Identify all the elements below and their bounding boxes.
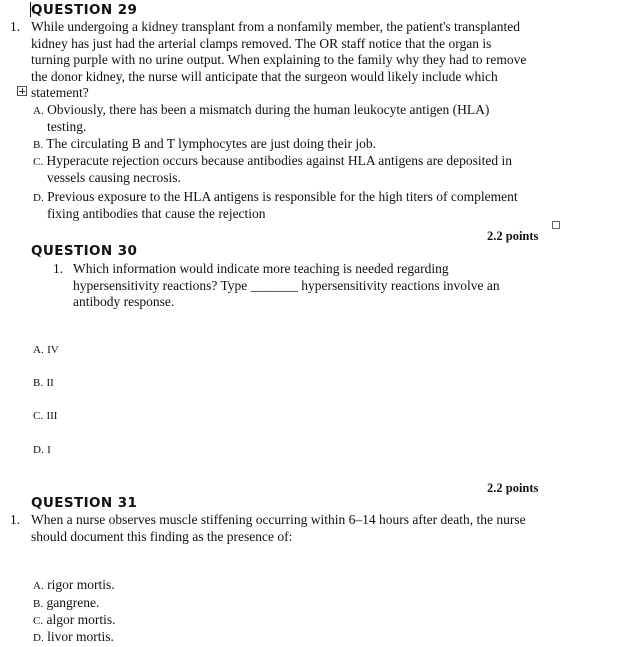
q29-points: 2.2 points (487, 229, 539, 243)
q31-option-d[interactable] (33, 628, 114, 647)
option-text: rigor mortis. (47, 577, 115, 592)
option-text: gangrene. (46, 595, 100, 610)
q29-option-a-cont: testing. (47, 119, 87, 134)
option-text: Previous exposure to the HLA antigens is responsible for the high titers of complement (47, 189, 518, 204)
question-31-heading: QUESTION 31 (31, 495, 138, 511)
stem-line: should document this finding as the presence of: (31, 528, 293, 544)
stem-line: the donor kidney, the nurse will anticipate that the surgeon would likely include which (31, 68, 498, 84)
option-text: algor mortis. (46, 612, 116, 627)
q30-points: 2.2 points (487, 481, 539, 495)
option-letter: B. (33, 139, 44, 151)
stem-line: When a nurse observes muscle stiffening occurring within 6–14 hours after death, the nurse (31, 512, 526, 527)
q31-option-a[interactable] (33, 576, 115, 595)
option-letter: A. (33, 105, 44, 117)
question-30-number: 1. (53, 261, 64, 276)
stem-line: turning purple with no urine output. When explaining to the family why they had to remove (31, 52, 527, 67)
option-text: Hyperacute rejection occurs because antibodies against HLA antigens are deposited in (46, 153, 513, 168)
option-letter: B. (33, 598, 44, 610)
stem-line: kidney has just had the arterial clamps removed. The OR staff notice that the organ is (31, 35, 492, 51)
q29-option-a[interactable] (33, 101, 489, 120)
q29-option-c-cont: vessels causing necrosis. (47, 170, 181, 185)
option-letter: B. (33, 377, 44, 389)
q30-option-d[interactable] (33, 440, 51, 459)
option-text: The circulating B and T lymphocytes are just doing their job. (46, 136, 377, 151)
stem-line: statement? (31, 85, 89, 100)
checkbox-square-icon[interactable] (552, 221, 560, 229)
question-30-heading: QUESTION 30 (31, 243, 138, 259)
q30-option-b[interactable] (33, 373, 54, 392)
question-31-number: 1. (10, 512, 21, 527)
expand-plus-icon[interactable] (17, 86, 27, 96)
option-text: IV (47, 344, 59, 356)
option-letter: A. (33, 580, 44, 592)
question-31-stem (31, 512, 526, 545)
q29-option-d-cont: fixing antibodies that cause the rejection (47, 206, 266, 221)
option-letter: A. (33, 344, 44, 356)
stem-line: While undergoing a kidney transplant from a nonfamily member, the patient's transplanted (31, 19, 521, 34)
option-letter: C. (33, 156, 44, 168)
option-text: III (46, 410, 58, 422)
option-letter: D. (33, 192, 44, 204)
question-30-stem (73, 261, 500, 311)
option-text: Obviously, there has been a mismatch during the human leukocyte antigen (HLA) (47, 102, 490, 117)
option-letter: D. (33, 632, 44, 644)
option-letter: C. (33, 615, 44, 627)
q30-option-a[interactable] (33, 340, 59, 359)
option-letter: D. (33, 444, 44, 456)
option-text: livor mortis. (47, 629, 114, 644)
q30-option-c[interactable] (33, 406, 57, 425)
question-29-stem (31, 19, 526, 102)
stem-line: Which information would indicate more teaching is needed regarding (73, 261, 449, 276)
stem-line: antibody response. (73, 294, 175, 309)
question-29-heading: QUESTION 29 (31, 2, 138, 18)
stem-line: hypersensitivity reactions? Type _______ hypersensitivity reactions involve an (73, 277, 500, 293)
option-text: II (46, 377, 54, 389)
option-letter: C. (33, 410, 44, 422)
option-text: I (47, 444, 51, 456)
question-29-number: 1. (10, 19, 21, 34)
